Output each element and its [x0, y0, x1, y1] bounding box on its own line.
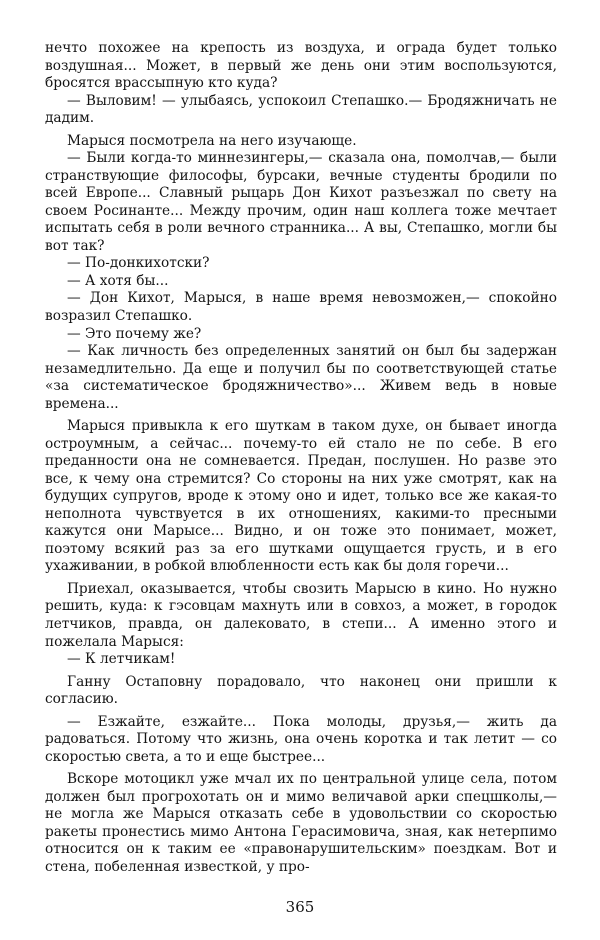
paragraph-2: — Выловим! — улыбаясь, успокоил Степашко.— Бродяжничать не дадим.: [45, 92, 557, 127]
page-number: 365: [285, 898, 315, 916]
paragraph-14: — Езжайте, езжайте... Пока молоды, друзья,— жить да радоваться. Потому что жизнь, она очень коротка и так летит — со скоростью света, а то и еще быстрее...: [45, 713, 557, 765]
paragraph-10: Марыся привыкла к его шуткам в таком духе, он бывает иногда остроумным, а сейчас... почему-то ей стало не по себе. В его преданности она не сомневается. Предан, послушен. Но разве это все, к чему она стремится? Со стороны на них уже смотрят, как на будущих супругов, вроде к этому оно и идет, только все же какая-то неполнота чувствуется в их отношениях, какими-то пресными кажутся они Марысе... Видно, и он тоже это понимает, может, поэтому всякий раз за его шутками ощущается грусть, и в его ухаживании, в робкой влюбленности есть как бы доля горечи...: [45, 418, 557, 575]
paragraph-3: Марыся посмотрела на него изучающе.: [67, 132, 357, 149]
paragraph-11: Приехал, оказывается, чтобы свозить Марысю в кино. Но нужно решить, куда: к гэсовцам махнуть или в совхоз, а может, в городок летчиков, правда, он далековато, в степи... А именно этого и пожелала Марыся:: [45, 580, 557, 650]
paragraph-5: — По-донкихотски?: [67, 255, 210, 272]
book-page-text: [45, 40, 557, 876]
paragraph-6: — А хотя бы...: [67, 272, 169, 289]
paragraph-12: — К летчикам!: [67, 651, 176, 668]
paragraph-15: Вскоре мотоцикл уже мчал их по центральной улице села, потом должен был прогрохотать он и мимо величавой арки спецшколы,— не могла же Марыся отказать себе в удовольствии со скоростью ракеты пронестись мимо Антона Герасимовича, зная, как нетерпимо относится он к таким ее «правонарушительским» поездкам. Вот и стена, побеленная известкой, у про-: [45, 771, 557, 875]
paragraph-1: нечто похожее на крепость из воздуха, и ограда будет только воздушная... Может, в первый же день они этим воспользуются, бросятся врассыпную кто куда?: [45, 40, 557, 92]
paragraph-7: — Дон Кихот, Марыся, в наше время невозможен,— спокойно возразил Степашко.: [45, 290, 557, 324]
paragraph-8: — Это почему же?: [67, 325, 202, 342]
paragraph-9: — Как личность без определенных занятий он был бы задержан незамедлительно. Да еще и получил бы по соответствующей статье «за систематическое бродяжничество»... Живем ведь в новые времена...: [45, 343, 557, 412]
paragraph-4: — Были когда-то миннезингеры,— сказала она, помолчав,— были странствующие философы, бурсаки, вечные студенты бродили по всей Европе... Славный рыцарь Дон Кихот разъезжал по свету на своем Росинанте... Между прочим, один наш коллега тоже мечтает испытать себя в роли вечного странника... А вы, Степашко, могли бы вот так?: [45, 150, 557, 254]
paragraph-13: Ганну Остаповну порадовало, что наконец они пришли к согласию.: [45, 673, 557, 708]
